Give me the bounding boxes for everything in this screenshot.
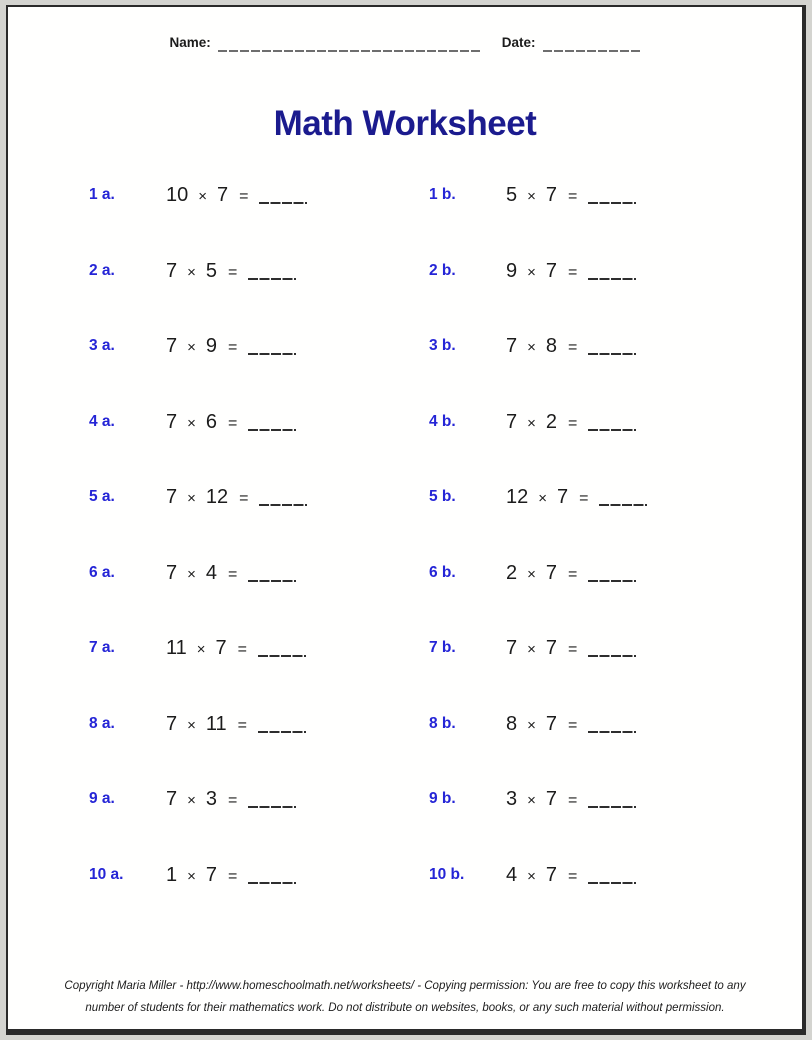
name-label: Name:: [169, 35, 211, 50]
answer-blank: [588, 337, 636, 355]
equals-sign: =: [237, 641, 247, 658]
problem-number: 6 b.: [429, 563, 456, 581]
equals-sign: =: [568, 339, 578, 356]
problem-number: 9 a.: [89, 790, 115, 807]
answer-blank: [258, 715, 306, 733]
problem-6a: [89, 561, 429, 637]
problem-5a: [89, 485, 429, 561]
operand-2: 7: [217, 184, 229, 206]
problem-number: 3 b.: [429, 337, 456, 354]
answer-blank: [259, 186, 307, 204]
copyright-footer: [8, 976, 802, 1019]
problem-expression: [166, 410, 296, 434]
operand-2: 7: [215, 637, 227, 659]
date-label: Date:: [501, 35, 536, 50]
multiplication-sign: ×: [196, 641, 206, 658]
answer-blank: [588, 262, 636, 280]
problem-2b: [429, 259, 647, 335]
answer-blank: [588, 413, 636, 431]
operand-1: 2: [506, 561, 518, 584]
multiplication-sign: ×: [187, 867, 196, 885]
equals-sign: =: [228, 414, 238, 432]
problem-number: 9 b.: [429, 790, 456, 807]
answer-blank: [588, 639, 636, 657]
date-blank-line: [543, 35, 641, 52]
answer-blank: [588, 790, 636, 808]
problem-expression: [166, 712, 306, 736]
multiplication-sign: ×: [527, 716, 536, 734]
operand-1: 7: [506, 335, 518, 357]
answer-blank: [248, 262, 296, 280]
problem-number: 2 a.: [89, 261, 115, 279]
problem-5b: [429, 485, 647, 561]
page-title: Math Worksheet: [273, 104, 537, 143]
equals-sign: =: [228, 792, 238, 809]
operand-1: 8: [506, 712, 518, 735]
operand-2: 2: [545, 410, 558, 433]
operand-2: 8: [545, 335, 558, 357]
problem-number: 6 a.: [89, 563, 115, 581]
equals-sign: =: [568, 263, 578, 281]
multiplication-sign: ×: [527, 339, 536, 356]
equals-sign: =: [239, 490, 249, 507]
operand-1: 1: [166, 863, 178, 886]
problem-number: 5 a.: [89, 488, 115, 505]
operand-1: 7: [506, 637, 518, 659]
equals-sign: =: [568, 792, 578, 809]
multiplication-sign: ×: [187, 565, 196, 583]
problem-10b: [429, 863, 647, 939]
multiplication-sign: ×: [527, 188, 536, 205]
answer-blank: [248, 866, 296, 884]
answer-blank: [248, 413, 296, 431]
operand-2: 7: [557, 486, 569, 508]
operand-1: 7: [166, 712, 178, 735]
problem-expression: [166, 561, 296, 585]
multiplication-sign: ×: [527, 565, 536, 583]
multiplication-sign: ×: [187, 716, 196, 734]
equals-sign: =: [568, 414, 578, 432]
operand-2: 3: [205, 788, 218, 810]
problem-1a: [89, 183, 429, 259]
answer-blank: [599, 488, 647, 506]
problem-1b: [429, 183, 647, 259]
equals-sign: =: [579, 490, 589, 507]
operand-1: 10: [166, 184, 189, 206]
operand-2: 12: [205, 486, 229, 508]
operand-1: 12: [506, 486, 529, 508]
operand-1: 9: [506, 259, 518, 282]
answer-blank: [588, 866, 636, 884]
operand-2: 7: [545, 259, 558, 282]
operand-1: 7: [166, 788, 178, 810]
problem-expression: [506, 712, 636, 736]
multiplication-sign: ×: [187, 339, 196, 356]
problem-8b: [429, 712, 647, 788]
operand-2: 7: [545, 184, 558, 206]
problem-10a: [89, 863, 429, 939]
equals-sign: =: [568, 867, 578, 885]
problem-9a: [89, 787, 429, 863]
problem-expression: [166, 259, 296, 283]
answer-blank: [259, 488, 307, 506]
operand-1: 5: [506, 184, 518, 206]
operand-1: 7: [166, 335, 178, 357]
problem-7a: [89, 636, 429, 712]
copyright-line-1: Copyright Maria Miller - http://www.homeschoolmath.net/worksheets/ - Copying permission: You are free to copy this worksheet to any: [64, 980, 746, 992]
equals-sign: =: [228, 867, 238, 885]
operand-2: 7: [545, 712, 558, 735]
answer-blank: [248, 564, 296, 582]
equals-sign: =: [228, 339, 238, 356]
problem-number: 3 a.: [89, 337, 115, 354]
multiplication-sign: ×: [527, 263, 536, 281]
answer-blank: [248, 337, 296, 355]
operand-2: 7: [205, 863, 218, 886]
multiplication-sign: ×: [187, 263, 196, 281]
operand-1: 7: [166, 486, 178, 508]
problem-8a: [89, 712, 429, 788]
operand-1: 3: [506, 788, 518, 810]
multiplication-sign: ×: [187, 792, 196, 809]
operand-2: 7: [545, 561, 558, 584]
answer-blank: [588, 715, 636, 733]
problem-expression: [506, 410, 636, 434]
operand-1: 7: [166, 410, 178, 433]
operand-2: 7: [545, 637, 558, 659]
problem-number: 5 b.: [429, 488, 456, 505]
multiplication-sign: ×: [527, 867, 536, 885]
copyright-line-2: number of students for their mathematics work. Do not distribute on websites, books, or any such material without permission.: [85, 1001, 725, 1014]
answer-blank: [258, 639, 306, 657]
problem-expression: [166, 485, 307, 509]
equals-sign: =: [228, 565, 238, 583]
problem-expression: [166, 636, 306, 660]
operand-2: 11: [205, 712, 227, 735]
problem-number: 7 b.: [429, 639, 456, 656]
problem-number: 1 b.: [429, 186, 456, 203]
operand-1: 4: [506, 863, 518, 886]
problem-expression: [166, 863, 296, 887]
problem-4a: [89, 410, 429, 486]
multiplication-sign: ×: [198, 188, 208, 205]
problem-expression: [506, 636, 636, 660]
problem-7b: [429, 636, 647, 712]
problem-number: 7 a.: [89, 639, 115, 656]
problem-expression: [506, 863, 636, 887]
multiplication-sign: ×: [527, 414, 536, 432]
operand-2: 4: [205, 561, 218, 584]
multiplication-sign: ×: [187, 414, 196, 432]
answer-blank: [588, 186, 636, 204]
problem-number: 10 a.: [89, 865, 124, 883]
operand-1: 7: [166, 259, 178, 282]
answer-blank: [588, 564, 636, 582]
problem-number: 8 b.: [429, 714, 456, 732]
equals-sign: =: [568, 716, 578, 734]
equals-sign: =: [568, 641, 578, 658]
operand-1: 7: [166, 561, 178, 584]
problem-3b: [429, 334, 647, 410]
problem-expression: [166, 787, 296, 811]
problem-4b: [429, 410, 647, 486]
name-blank-line: [218, 35, 480, 52]
operand-1: 7: [506, 410, 518, 433]
problem-expression: [166, 183, 307, 207]
multiplication-sign: ×: [538, 490, 548, 507]
problems-grid: [89, 183, 802, 938]
problem-expression: [166, 334, 296, 358]
problem-expression: [506, 787, 636, 811]
problem-number: 2 b.: [429, 261, 456, 279]
operand-2: 6: [205, 410, 218, 433]
problem-number: 1 a.: [89, 186, 115, 203]
problems-column-b: [429, 183, 647, 938]
problem-number: 10 b.: [429, 865, 465, 883]
problem-expression: [506, 485, 647, 509]
answer-blank: [248, 790, 296, 808]
problem-6b: [429, 561, 647, 637]
equals-sign: =: [568, 565, 578, 583]
problem-number: 8 a.: [89, 714, 115, 732]
problem-expression: [506, 259, 636, 283]
problem-expression: [506, 561, 636, 585]
equals-sign: =: [228, 263, 238, 281]
problem-2a: [89, 259, 429, 335]
equals-sign: =: [237, 716, 247, 734]
operand-2: 9: [205, 335, 218, 357]
problem-9b: [429, 787, 647, 863]
equals-sign: =: [239, 188, 249, 205]
problem-3a: [89, 334, 429, 410]
worksheet-page: [6, 5, 806, 1035]
equals-sign: =: [568, 188, 578, 205]
problem-number: 4 a.: [89, 412, 115, 430]
multiplication-sign: ×: [527, 641, 536, 658]
name-date-header: [8, 35, 802, 52]
problem-expression: [506, 183, 636, 207]
problem-expression: [506, 334, 636, 358]
operand-2: 7: [545, 788, 558, 810]
operand-2: 7: [545, 863, 558, 886]
operand-2: 5: [205, 259, 218, 282]
problem-number: 4 b.: [429, 412, 456, 430]
operand-1: 11: [166, 637, 187, 659]
multiplication-sign: ×: [187, 490, 196, 507]
problems-column-a: [89, 183, 429, 938]
multiplication-sign: ×: [527, 792, 536, 809]
